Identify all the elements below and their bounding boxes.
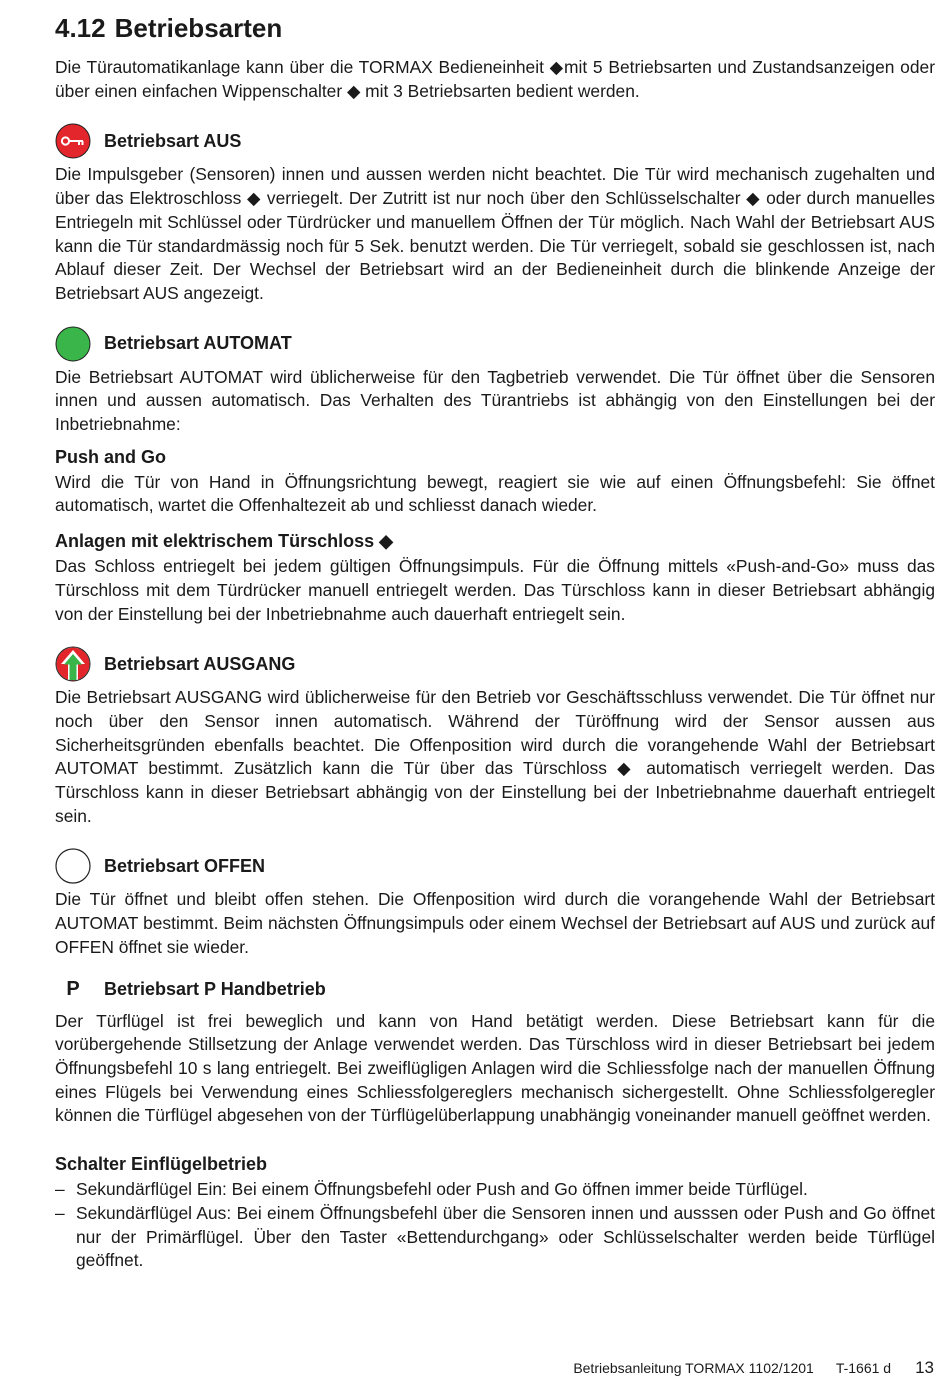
footer-manual-title: Betriebsanleitung TORMAX 1102/1201 — [573, 1360, 814, 1376]
section-number: 4.12 — [55, 13, 106, 43]
mode-automat-heading — [55, 326, 935, 362]
mode-hand-title: Betriebsart P Handbetrieb — [104, 979, 326, 1000]
mode-ausgang-text: Die Betriebsart AUSGANG wird üblicherweise für den Betrieb vor Geschäftsschluss verwendet. Die Tür öffnet nur noch über den Sensor innen automatisch. Während der Türöffnung wird der Sensor aussen aus Sicherheitsgründen ebenfalls beachtet. Die Offenposition wird durch die vorangehende Wahl der Betriebsart AUTOMAT bestimmt. Zusätzlich kann die Tür über das Türschloss ◆ automatisch verriegelt werden. Das Türschloss kann in dieser Betriebsart abhängig von der Einstellung bei der Inbetriebnahme dauerhaft entriegelt sein. — [55, 687, 935, 826]
intro-paragraph: Die Türautomatikanlage kann über die TORMAX Bedieneinheit ◆mit 5 Betriebsarten und Zustandsanzeigen oder über einen einfachen Wippenschalter ◆ mit 3 Betriebsarten bedient werden. — [55, 57, 935, 101]
key-icon — [55, 123, 91, 159]
schalter-title: Schalter Einflügelbetrieb — [55, 1154, 268, 1175]
section-title: Betriebsarten — [114, 13, 283, 43]
page-number: 13 — [915, 1358, 934, 1377]
push-and-go-text: Wird die Tür von Hand in Öffnungsrichtung bewegt, reagiert sie wie auf einen Öffnungsbefehl: Sie öffnet automatisch, wartet die Offenhaltezeit ab und schliesst danach wieder. — [55, 471, 935, 516]
list-dash: – — [55, 1202, 65, 1223]
mode-offen-text: Die Tür öffnet und bleibt offen stehen. Die Offenposition wird durch die vorangehende Wahl der Betriebsart AUTOMAT bestimmt. Beim nächsten Öffnungsimpuls oder einem Wechsel der Betriebsart auf AUS und zurück auf OFFEN öffnet sie wieder. — [55, 889, 935, 957]
green-circle-icon — [55, 326, 91, 362]
schalter-list — [55, 1178, 935, 1273]
mode-hand-text: Der Türflügel ist frei beweglich und kann von Hand betätigt werden. Diese Betriebsart kann für die vorübergehende Stillsetzung der Anlage verwendet werden. Das Türschloss wird in dieser Betriebsart bei jedem Öffnungsbefehl 10 s lang entriegelt. Bei zweiflügligen Anlagen wird die Schliessfolge nach der manuellen Öffnung eines Flügels bei Verwendung eines Schliessfolgereglers mechanisch sichergestellt. Ohne Schliessfolgeregler können die Türflügel abgesehen von der Türflügelüberlappung unabhängig voneinander manuell geöffnet werden. — [55, 1010, 935, 1126]
empty-circle-icon — [55, 848, 91, 884]
mode-hand-letter: P — [66, 978, 80, 1001]
list-item — [55, 1178, 935, 1202]
mode-hand-heading — [55, 976, 935, 1004]
section-heading — [55, 12, 935, 44]
arrow-up-circle-icon — [55, 646, 91, 682]
electric-lock-text: Das Schloss entriegelt bei jedem gültigen Öffnungsimpuls. Für die Öffnung mittels «Push-and-Go» muss das Türschloss mit dem Türdrücker manuell entriegelt werden. Das Türschloss kann in dieser Betriebsart abhängig von der Einstellung bei der Inbetriebnahme auch dauerhaft entriegelt sein. — [55, 556, 935, 624]
document-page — [55, 12, 935, 1273]
mode-aus-title: Betriebsart AUS — [104, 130, 242, 151]
mode-aus-heading — [55, 123, 935, 159]
mode-offen-heading — [55, 848, 935, 884]
list-dash: – — [55, 1179, 65, 1200]
page-footer — [573, 1358, 934, 1378]
list-item-text: Sekundärflügel Ein: Bei einem Öffnungsbefehl oder Push and Go öffnen immer beide Türflügel. — [76, 1179, 808, 1200]
list-item — [55, 1202, 935, 1273]
mode-offen-title: Betriebsart OFFEN — [104, 855, 266, 876]
electric-lock-title: Anlagen mit elektrischem Türschloss ◆ — [55, 531, 393, 552]
mode-ausgang-title: Betriebsart AUSGANG — [104, 653, 296, 674]
mode-automat-title: Betriebsart AUTOMAT — [104, 333, 292, 354]
mode-aus-text: Die Impulsgeber (Sensoren) innen und aussen werden nicht beachtet. Die Tür wird mechanisch zugehalten und über das Elektroschloss ◆ verriegelt. Der Zutritt ist nur noch über den Schlüsselschalter ◆ oder durch manuelles Entriegeln mit Schlüssel oder Türdrücker und manuellem Öffnen der Tür möglich. Nach Wahl der Betriebsart AUS kann die Tür standardmässig noch für 5 Sek. benutzt werden. Die Tür verriegelt, sobald sie geschlossen ist, nach Ablauf dieser Zeit. Der Wechsel der Betriebsart wird an der Bedieneinheit durch die blinkende Anzeige der Betriebsart AUS angezeigt. — [55, 164, 935, 303]
mode-automat-text: Die Betriebsart AUTOMAT wird üblicherweise für den Tagbetrieb verwendet. Die Tür öffnet über die Sensoren innen und aussen automatisch. Das Verhalten des Türantriebs ist abhängig von den Einstellungen bei der Inbetriebnahme: — [55, 366, 935, 435]
mode-ausgang-heading — [55, 646, 935, 682]
footer-doc-id: T-1661 d — [835, 1360, 892, 1376]
list-item-text: Sekundärflügel Aus: Bei einem Öffnungsbefehl über die Sensoren innen und ausssen oder Push and Go öffnet nur der Primärflügel. Über den Taster «Bettendurchgang» oder Schlüsselschalter werden beide Türflügel geöffnet. — [76, 1202, 935, 1271]
push-and-go-title: Push and Go — [55, 446, 167, 467]
